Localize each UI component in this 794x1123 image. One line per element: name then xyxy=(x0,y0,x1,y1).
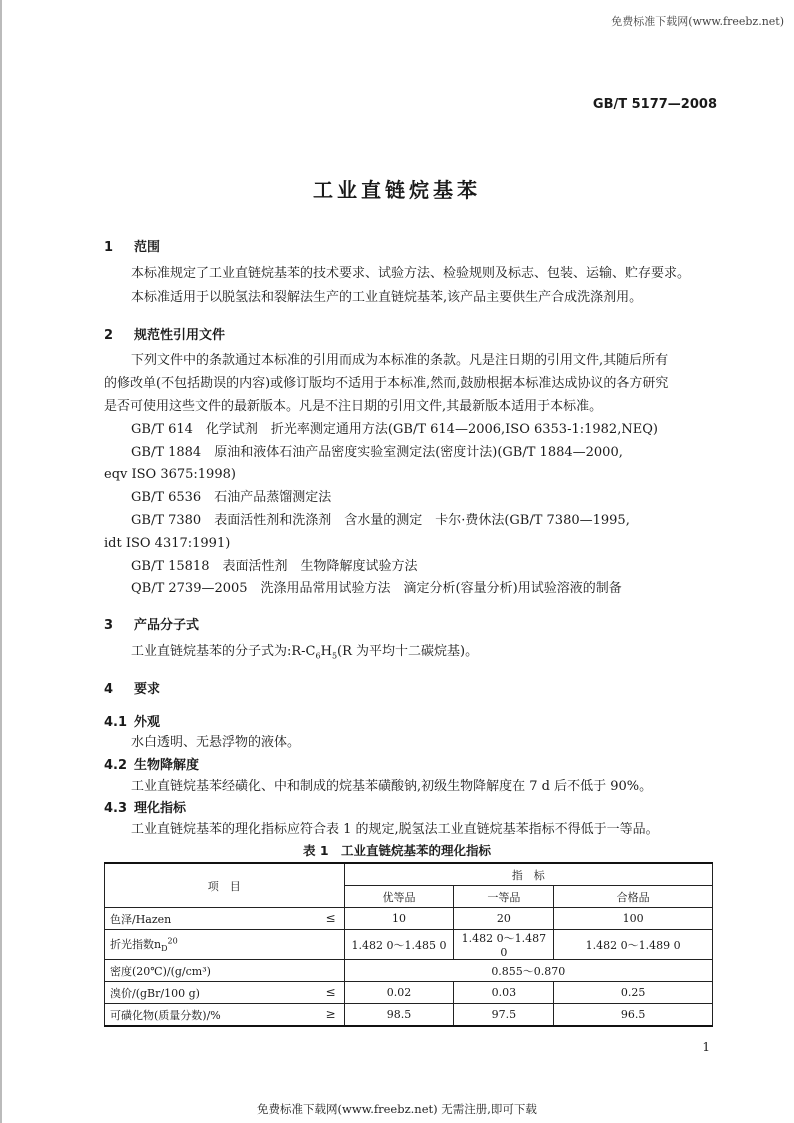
table-row: 密度(20℃)/(g/cm³) 0.855～0.870 xyxy=(105,960,713,982)
grade-header: 一等品 xyxy=(454,886,554,908)
table-row: 溴价/(gBr/100 g) ≤ 0.02 0.03 0.25 xyxy=(105,982,713,1004)
properties-table xyxy=(104,862,713,1027)
comparison-sign: ≤ xyxy=(325,911,336,925)
section-3-heading xyxy=(104,614,199,633)
section-1-heading xyxy=(104,236,160,255)
reference-item: GB/T 6536 石油产品蒸馏测定法 xyxy=(131,490,332,505)
paragraph: 工业直链烷基苯经磺化、中和制成的烷基苯磺酸钠,初级生物降解度在 7 d 后不低于 90%。 xyxy=(131,779,653,794)
section-number: 4 xyxy=(104,682,114,697)
section-4-heading xyxy=(104,678,160,697)
section-title: 产品分子式 xyxy=(134,618,200,633)
reference-item: GB/T 1884 原油和液体石油产品密度实验室测定法(密度计法)(GB/T 1884—2000, xyxy=(131,445,623,460)
document-title: 工业直链烷基苯 xyxy=(313,178,481,202)
top-watermark: 免费标准下载网(www.freebz.net) xyxy=(611,15,784,28)
grade-header: 优等品 xyxy=(344,886,454,908)
table-row: 可磺化物(质量分数)/% ≥ 98.5 97.5 96.5 xyxy=(105,1004,713,1027)
page-edge-line xyxy=(0,0,2,1123)
reference-item: QB/T 2739—2005 洗涤用品常用试验方法 滴定分析(容量分析)用试验溶液的制备 xyxy=(131,581,622,596)
subsection-4-1-heading: 4.1 外观 xyxy=(104,715,161,730)
section-number: 1 xyxy=(104,240,114,255)
reference-item: GB/T 7380 表面活性剂和洗涤剂 含水量的测定 卡尔·费休法(GB/T 7380—1995, xyxy=(131,513,630,528)
subsection-4-2-heading: 4.2 生物降解度 xyxy=(104,758,200,773)
section-2-heading xyxy=(104,324,225,343)
section-title: 规范性引用文件 xyxy=(134,328,226,343)
paragraph: 下列文件中的条款通过本标准的引用而成为本标准的条款。凡是注日期的引用文件,其随后所有 xyxy=(131,353,669,368)
comparison-sign: ≥ xyxy=(325,1007,336,1021)
subsection-4-3-heading: 4.3 理化指标 xyxy=(104,801,187,816)
header-index: 指 标 xyxy=(344,863,712,886)
paragraph: 的修改单(不包括勘误的内容)或修订版均不适用于本标准,然而,鼓励根据本标准达成协议的各方研究 xyxy=(104,376,669,391)
reference-item: GB/T 614 化学试剂 折光率测定通用方法(GB/T 614—2006,ISO 6353-1:1982,NEQ) xyxy=(131,422,658,437)
paragraph: 是否可使用这些文件的最新版本。凡是不注日期的引用文件,其最新版本适用于本标准。 xyxy=(104,399,603,414)
grade-header: 合格品 xyxy=(554,886,713,908)
bottom-watermark: 免费标准下载网(www.freebz.net) 无需注册,即可下载 xyxy=(257,1102,537,1116)
paragraph: 本标准规定了工业直链烷基苯的技术要求、试验方法、检验规则及标志、包装、运输、贮存要求。 xyxy=(131,266,691,281)
reference-item-cont: eqv ISO 3675:1998) xyxy=(104,467,236,482)
section-title: 范围 xyxy=(134,240,161,255)
table-row: 色泽/Hazen ≤ 10 20 100 xyxy=(105,908,713,930)
paragraph: 水白透明、无悬浮物的液体。 xyxy=(131,735,301,750)
section-title: 要求 xyxy=(134,682,161,697)
paragraph: 工业直链烷基苯的理化指标应符合表 1 的规定,脱氢法工业直链烷基苯指标不得低于一等品。 xyxy=(131,822,659,837)
header-item: 项 目 xyxy=(105,863,345,908)
page-number: 1 xyxy=(702,1040,710,1054)
section-number: 2 xyxy=(104,328,114,343)
standard-number: GB/T 5177—2008 xyxy=(592,97,717,112)
table-caption: 表 1 工业直链烷基苯的理化指标 xyxy=(302,843,492,858)
comparison-sign: ≤ xyxy=(325,985,336,999)
molecular-formula: 工业直链烷基苯的分子式为$:R-C_6H_5(R$ 为平均十二碳烷基)。 xyxy=(131,644,479,661)
table-row: 折光指数$n_D^{20}$ 1.482 0～1.485 0 1.482 0～1.487 0 1.482 0～1.489 0 xyxy=(105,930,713,960)
reference-item-cont: idt ISO 4317:1991) xyxy=(104,536,231,551)
reference-item: GB/T 15818 表面活性剂 生物降解度试验方法 xyxy=(131,559,418,574)
section-number: 3 xyxy=(104,618,114,633)
paragraph: 本标准适用于以脱氢法和裂解法生产的工业直链烷基苯,该产品主要供生产合成洗涤剂用。 xyxy=(131,290,643,305)
